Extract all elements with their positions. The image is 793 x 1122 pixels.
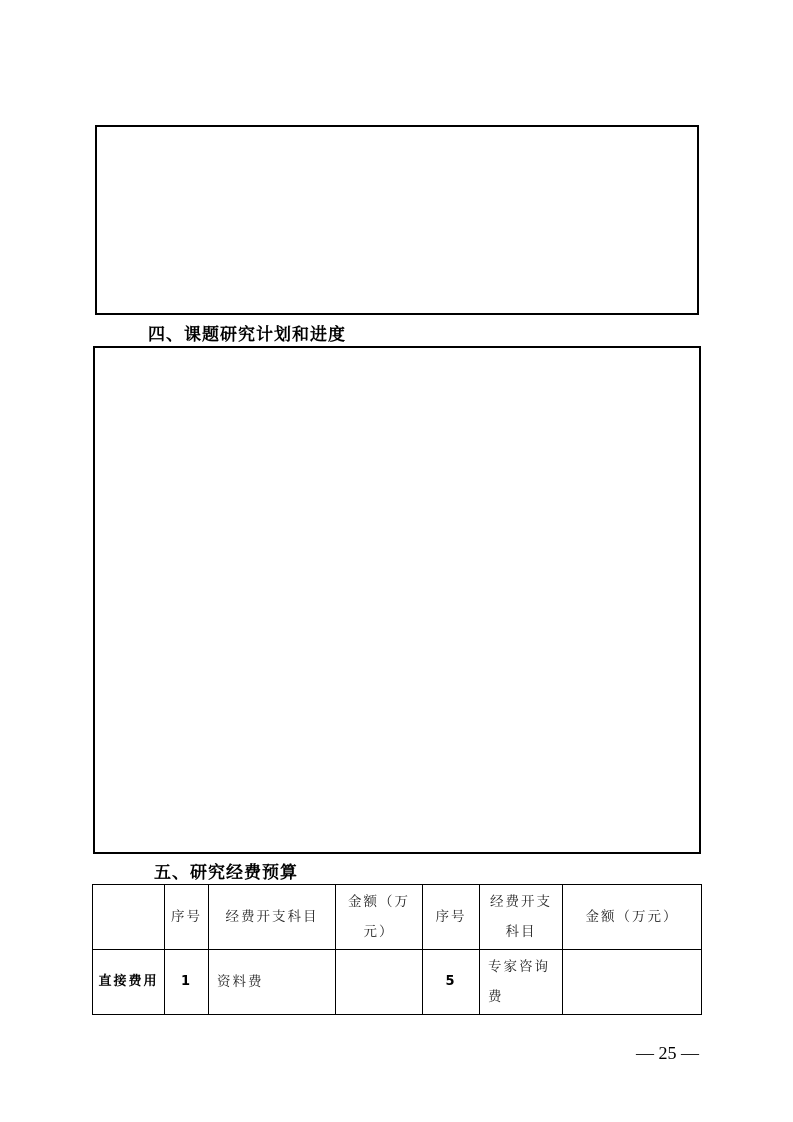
table-row: [93, 950, 702, 1015]
research-plan-content-box: [93, 346, 701, 854]
header-seq-2: 序号: [423, 885, 480, 950]
row-category: 直接费用: [93, 950, 165, 1015]
previous-section-content-box: [95, 125, 699, 315]
row-item-2: 专家咨询费: [480, 950, 563, 1015]
row-item-1: 资料费: [209, 950, 336, 1015]
row-amount-1-cell[interactable]: [336, 950, 423, 1015]
section-4-title: 四、课题研究计划和进度: [148, 325, 346, 345]
header-seq-1: 序号: [165, 885, 209, 950]
table-header-row: [93, 885, 702, 950]
section-5-title: 五、研究经费预算: [154, 863, 298, 883]
row-amount-2-cell[interactable]: [563, 950, 702, 1015]
header-amount-2: 金额（万元）: [563, 885, 702, 950]
row-seq-1: 1: [165, 950, 209, 1015]
header-amount-1: 金额（万元）: [336, 885, 423, 950]
header-item-2: 经费开支科目: [480, 885, 563, 950]
page-number: — 25 —: [636, 1043, 699, 1063]
header-category: [93, 885, 165, 950]
budget-table: [92, 884, 702, 1015]
row-seq-2: 5: [423, 950, 480, 1015]
header-item-1: 经费开支科目: [209, 885, 336, 950]
